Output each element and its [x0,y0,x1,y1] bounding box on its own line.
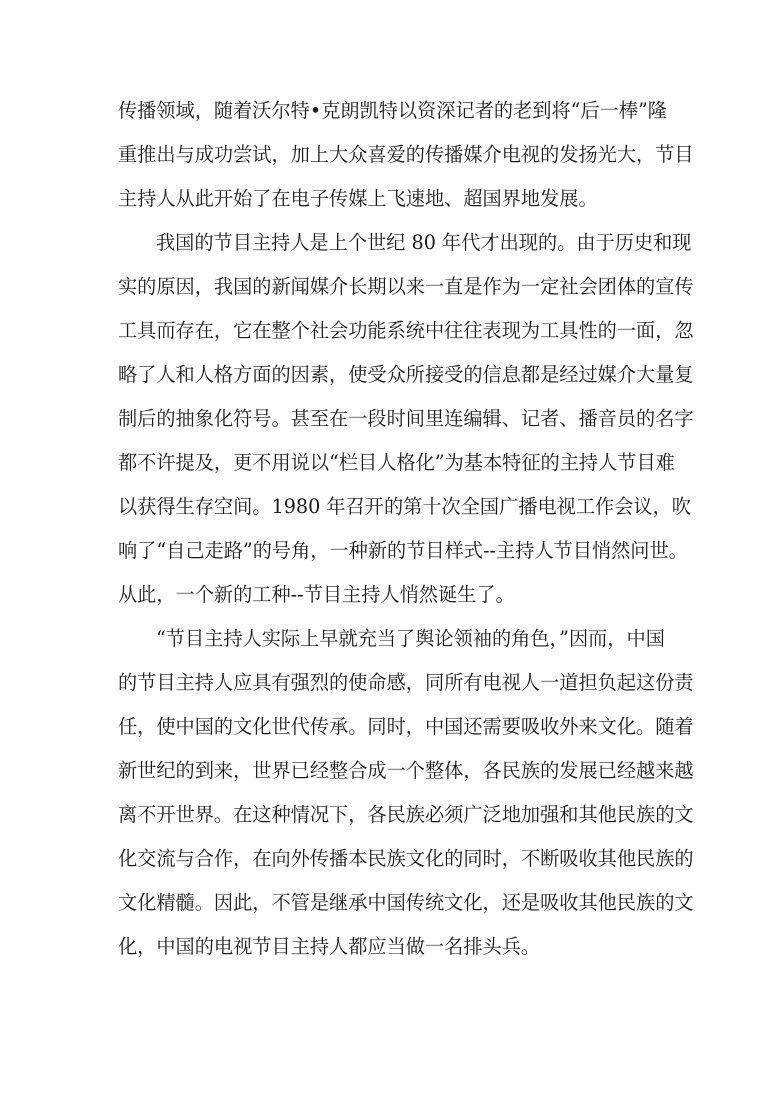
paragraph-2-line-5: 制后的抽象化符号。甚至在一段时间里连编辑、记者、播音员的名字 [118,407,694,430]
paragraph-3-line-3: 任，使中国的文化世代传承。同时，中国还需要吸收外来文化。随着 [118,715,694,738]
paragraph-3-line-4: 新世纪的到来，世界已经整合成一个整体，各民族的发展已经越来越 [118,759,694,782]
paragraph-3-line-6: 化交流与合作，在向外传播本民族文化的同时，不断吸收其他民族的 [118,847,694,870]
paragraph-2-line-7: 以获得生存空间。1980 年召开的第十次全国广播电视工作会议，吹 [118,495,691,518]
paragraph-1-line-2: 重推出与成功尝试，加上大众喜爱的传播媒介电视的发扬光大，节目 [118,143,694,166]
paragraph-2-line-9: 从此，一个新的工种--节目主持人悄然诞生了。 [118,583,515,606]
paragraph-2-line-3: 工具而存在，它在整个社会功能系统中往往表现为工具性的一面，忽 [118,319,694,342]
paragraph-2-line-2: 实的原因，我国的新闻媒介长期以来一直是作为一定社会团体的宣传 [118,275,694,298]
paragraph-1-line-3: 主持人从此开始了在电子传媒上飞速地、超国界地发展。 [118,187,598,210]
paragraph-2-line-6: 都不许提及，更不用说以“栏目人格化”为基本特征的主持人节目难 [118,451,675,474]
paragraph-3-line-2: 的节目主持人应具有强烈的使命感，同所有电视人一道担负起这份责 [118,671,694,694]
paragraph-2-line-4: 略了人和人格方面的因素，使受众所接受的信息都是经过媒介大量复 [118,363,694,386]
paragraph-3-line-7: 文化精髓。因此，不管是继承中国传统文化，还是吸收其他民族的文 [118,891,694,914]
paragraph-2-line-8: 响了“自己走路”的号角，一种新的节目样式--主持人节目悄然问世。 [118,539,688,562]
paragraph-3-line-5: 离不开世界。在这种情况下，各民族必须广泛地加强和其他民族的文 [118,803,694,826]
paragraph-2-line-1: 我国的节目主持人是上个世纪 80 年代才出现的。由于历史和现 [156,231,692,254]
paragraph-1-line-1: 传播领域，随着沃尔特•克朗凯特以资深记者的老到将“后一棒”隆 [118,99,667,122]
paragraph-3-line-1: “节目主持人实际上早就充当了舆论领袖的角色，”因而，中国 [156,627,665,650]
paragraph-3-line-8: 化，中国的电视节目主持人都应当做一名排头兵。 [118,935,541,958]
